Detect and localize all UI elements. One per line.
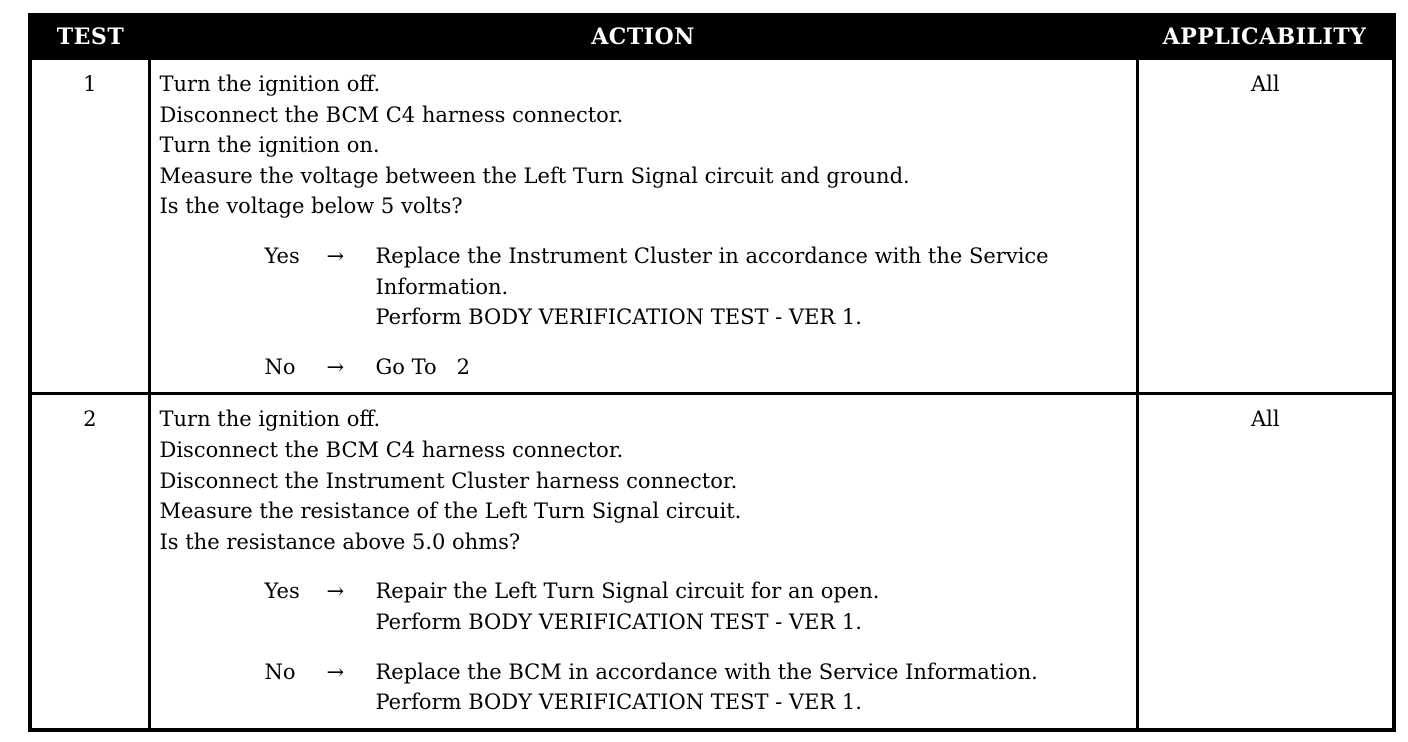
no-result	[376, 657, 1128, 718]
action-cell	[149, 59, 1137, 394]
no-branch	[265, 352, 1128, 383]
result-line: Perform BODY VERIFICATION TEST - VER 1.	[375, 609, 862, 634]
diagnostic-test-table	[28, 13, 1396, 732]
right-arrow-icon: →	[326, 354, 345, 379]
action-cell	[149, 394, 1137, 730]
header-applicability: APPLICABILITY	[1137, 15, 1394, 59]
result-line: Information.	[375, 274, 509, 299]
action-step: Measure the resistance of the Left Turn Signal circuit.	[159, 499, 742, 524]
action-question: Is the voltage below 5 volts?	[159, 194, 463, 219]
yes-label: Yes	[264, 579, 300, 604]
table-row	[30, 394, 1394, 730]
right-arrow-icon: →	[326, 659, 345, 684]
applicability-value: All	[1137, 394, 1394, 730]
action-step: Turn the ignition on.	[159, 133, 380, 158]
result-line: Repair the Left Turn Signal circuit for an open.	[375, 579, 880, 604]
action-step: Measure the voltage between the Left Turn Signal circuit and ground.	[159, 163, 910, 188]
no-branch	[265, 657, 1128, 718]
header-test: TEST	[30, 15, 149, 59]
header-action: ACTION	[149, 15, 1137, 59]
test-number: 2	[30, 394, 149, 730]
action-step: Disconnect the BCM C4 harness connector.	[159, 102, 624, 127]
table-header-row	[30, 15, 1394, 59]
no-label: No	[264, 354, 296, 379]
result-line: Replace the Instrument Cluster in accordance with the Service	[375, 243, 1049, 268]
yes-branch	[265, 576, 1128, 637]
result-line: Go To 2	[375, 354, 470, 379]
action-step: Disconnect the Instrument Cluster harness connector.	[159, 468, 738, 493]
result-line: Perform BODY VERIFICATION TEST - VER 1.	[375, 305, 862, 330]
action-step: Turn the ignition off.	[159, 407, 381, 432]
yes-result	[376, 241, 1128, 333]
test-number: 1	[30, 59, 149, 394]
yes-branch	[265, 241, 1128, 333]
right-arrow-icon: →	[326, 579, 345, 604]
yes-result	[376, 576, 1128, 637]
no-label: No	[264, 659, 296, 684]
applicability-value: All	[1137, 59, 1394, 394]
action-step: Disconnect the BCM C4 harness connector.	[159, 437, 624, 462]
action-question: Is the resistance above 5.0 ohms?	[159, 529, 521, 554]
result-line: Replace the BCM in accordance with the Service Information.	[375, 659, 1038, 684]
result-line: Perform BODY VERIFICATION TEST - VER 1.	[375, 690, 862, 715]
no-result	[376, 352, 1128, 383]
action-step: Turn the ignition off.	[159, 72, 381, 96]
yes-label: Yes	[264, 243, 300, 268]
right-arrow-icon: →	[326, 243, 345, 268]
table-row	[30, 59, 1394, 394]
